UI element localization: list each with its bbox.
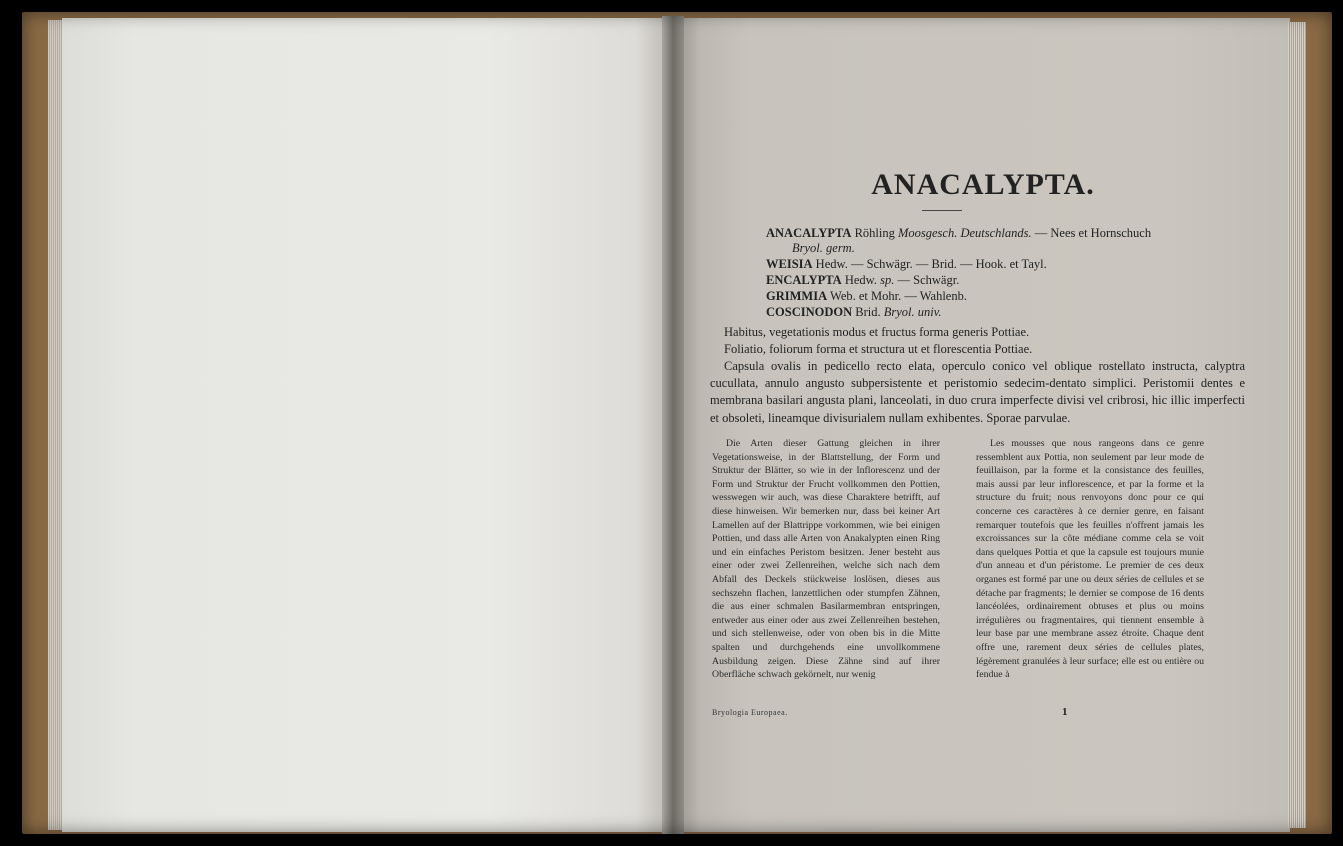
synonym-1: ANACALYPTA Röhling Moosgesch. Deutschlands. — Nees et Hornschuch xyxy=(766,226,1152,240)
synonym-5: COSCINODON Brid. Bryol. univ. xyxy=(766,305,942,319)
signature-mark: Bryologia Europaea. xyxy=(712,708,788,717)
genus-title: ANACALYPTA. xyxy=(871,168,1095,201)
title-divider xyxy=(922,210,962,211)
german-column: Die Arten dieser Gattung gleichen in ihrer Vegetationsweise, in der Blattstellung, der Form und Struktur der Blätter, so wie in der Inflorescenz und der Form und Struktur der Frucht vollkommen den Pottien, wesswegen wir auch, was diese Charaktere betrifft, auf diese hinweisen. Wir bemerken nur, dass bei keiner Art Lamellen auf der Blattrippe vorkommen, wie bei einigen Pottien, und dass alle Arten von Anakalypten einen Ring und ein einfaches Peristom besitzen. Jener besteht aus einer oder zwei Zellenreihen, welche sich nach dem Abfall des Deckels stückweise loslösen, dieses aus sechszehn flachen, lanzettlichen oder stumpfen Zähnen, die aus einer schmalen Basilarmembran entspringen, entweder aus einer oder aus zwei Zellenreihen bestehen, und sich stellenweise, oder von oben bis in die Mitte spalten und durchgehends eine unvollkommene Ausbildung zeigen. Diese Zähne sind auf ihrer Oberfläche schwach gekörnelt, nur wenig xyxy=(712,438,940,681)
synonym-3: ENCALYPTA Hedw. sp. — Schwägr. xyxy=(766,273,960,287)
latin-habitus: Habitus, vegetationis modus et fructus forma generis Pottiae. xyxy=(724,325,1030,339)
latin-capsula: Capsula ovalis in pedicello recto elata, operculo conico vel oblique rostellato instructa, calyptra cucullata, annulo angusto subpersistente et peristomio sedecim-dentato simplici. Peristomii dentes e membrana basilari angusta plani, lanceolati, in duo crura imperfecte divisi vel cribrosi, hic illic imperfecti et obsoleti, lineamque divisurialem nullam exhibentes. Sporae parvulae. xyxy=(710,359,1245,425)
synonym-1-cont: Bryol. germ. xyxy=(792,241,855,255)
page-number: 1 xyxy=(1062,706,1068,718)
synonym-2: WEISIA Hedw. — Schwägr. — Brid. — Hook. et Tayl. xyxy=(766,257,1047,271)
synonym-4: GRIMMIA Web. et Mohr. — Wahlenb. xyxy=(766,289,967,303)
french-column: Les mousses que nous rangeons dans ce genre ressemblent aux Pottia, non seulement par leur mode de feuillaison, par la forme et la consistance des feuilles, mais aussi par leur inflorescence, et par la forme et la structure du fruit; nous renvoyons donc pour ce qui concerne ces caractères à ce dernier genre, en faisant remarquer toutefois que les feuilles n'offrent jamais les excroissances sur la côte médiane comme cela se voit dans quelques Pottia et que la capsule est toujours munie d'un anneau et d'un péristome. Le premier de ces deux organes est formé par une ou deux séries de cellules et se détache par fragments; le dernier se compose de 16 dents lancéolées, ordinairement obtuses et plus ou moins irrégulières ou fragmentaires, qui tiennent ensemble à leur base par une membrane assez étroite. Chaque dent offre une, rarement deux séries de cellules plates, légèrement granulées à leur surface; elle est ou entière ou fendue à xyxy=(976,438,1204,681)
latin-foliatio: Foliatio, foliorum forma et structura ut et florescentia Pottiae. xyxy=(724,342,1033,356)
